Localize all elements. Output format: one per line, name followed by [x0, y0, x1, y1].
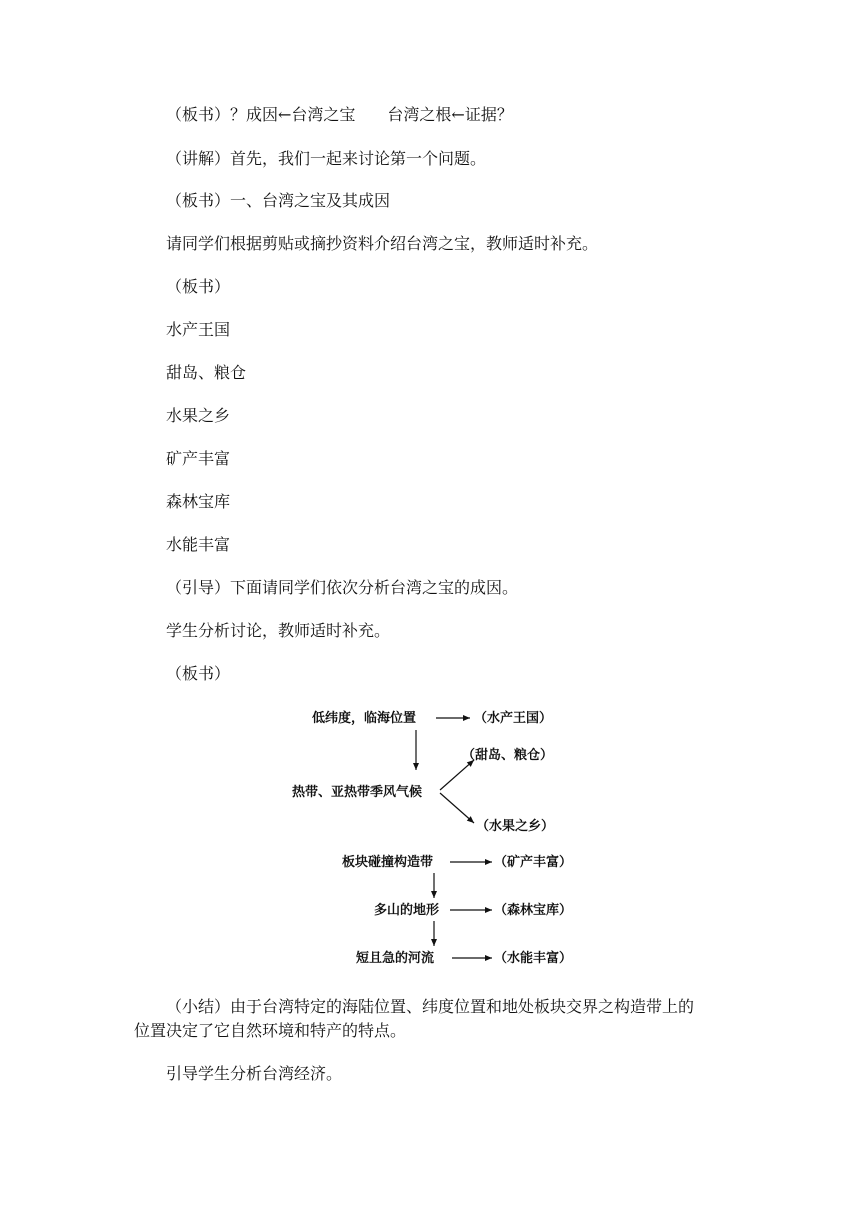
- diagram-result-sugar-grain: （甜岛、粮仓）: [462, 748, 554, 763]
- text-line-2: （讲解）首先，我们一起来讨论第一个问题。: [166, 149, 487, 168]
- text-line-4: 请同学们根据剪贴或摘抄资料介绍台湾之宝，教师适时补充。: [166, 234, 599, 253]
- closing-line: 引导学生分析台湾经济。: [166, 1064, 343, 1083]
- text-line-7: 甜岛、粮仓: [166, 363, 247, 382]
- text-line-6: 水产王国: [166, 320, 231, 339]
- diagram-result-mineral: （矿产丰富）: [494, 855, 573, 870]
- text-line-12: （引导）下面请同学们依次分析台湾之宝的成因。: [166, 578, 519, 597]
- text-line-11: 水能丰富: [166, 535, 231, 554]
- text-line-14: （板书）: [166, 664, 231, 683]
- diagram-cause-river: 短且急的河流: [356, 951, 435, 966]
- text-line-5: （板书）: [166, 277, 231, 296]
- text-line-3: （板书）一、台湾之宝及其成因: [166, 191, 391, 210]
- diagram-result-fruit: （水果之乡）: [476, 819, 555, 834]
- diagram-result-aquatic: （水产王国）: [474, 711, 553, 726]
- diagram-cause-climate: 热带、亚热带季风气候: [292, 785, 423, 800]
- text-line-8: 水果之乡: [166, 406, 231, 425]
- arrow-down-branch: [440, 793, 474, 823]
- diagram-cause-plate: 板块碰撞构造带: [342, 855, 434, 870]
- text-line-13: 学生分析讨论，教师适时补充。: [166, 621, 391, 640]
- summary-line-1: （小结）由于台湾特定的海陆位置、纬度位置和地处板块交界之构造带上的: [166, 997, 695, 1016]
- diagram-cause-mountain: 多山的地形: [374, 903, 440, 918]
- text-line-1: （板书）？成因←台湾之宝 台湾之根←证据？: [166, 105, 513, 124]
- diagram-result-hydro: （水能丰富）: [494, 951, 573, 966]
- diagram-cause-low-latitude: 低纬度，临海位置: [312, 711, 417, 726]
- text-line-9: 矿产丰富: [166, 449, 231, 468]
- diagram-result-forest: （森林宝库）: [494, 903, 573, 918]
- summary-line-2: 位置决定了它自然环境和特产的特点。: [134, 1021, 407, 1040]
- text-line-10: 森林宝库: [166, 492, 231, 511]
